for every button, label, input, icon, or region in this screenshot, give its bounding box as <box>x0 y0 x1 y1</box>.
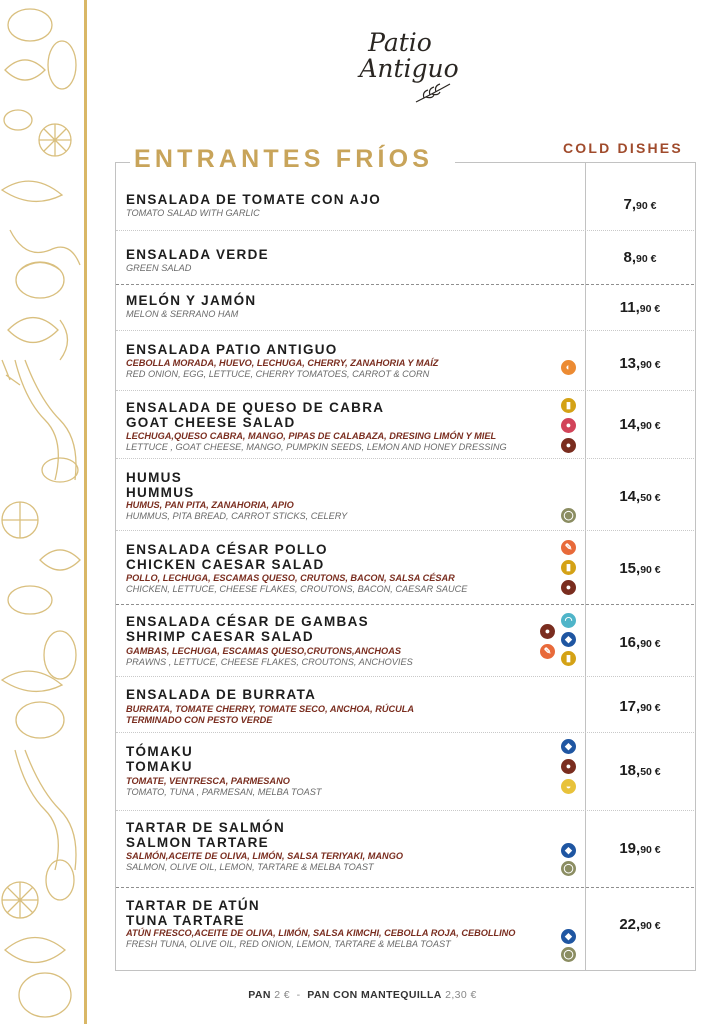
row-separator <box>116 458 694 459</box>
item-name: TARTAR DE SALMÓN <box>126 820 286 835</box>
nuts-allergen-icon: ● <box>561 438 576 453</box>
milk-allergen-icon: ▮ <box>561 560 576 575</box>
row-separator <box>116 732 694 733</box>
item-desc-es: HUMUS, PAN PITA, ZANAHORIA, APIO <box>126 500 294 510</box>
item-name-en: HUMMUS <box>126 485 195 500</box>
frame-top-right <box>455 162 695 163</box>
item-desc-en: MELON & SERRANO HAM <box>126 309 239 319</box>
item-desc-en: CHICKEN, LETTUCE, CHEESE FLAKES, CROUTONS, BACON, CAESAR SAUCE <box>126 584 468 594</box>
item-price: 17,90 € <box>619 698 661 715</box>
menu-item <box>116 686 694 736</box>
item-desc-es: BURRATA, TOMATE CHERRY, TOMATE SECO, ANCHOA, RÚCULA <box>126 704 415 714</box>
item-desc-es-2: TERMINADO CON PESTO VERDE <box>126 715 273 725</box>
mustard-allergen-icon: ● <box>561 759 576 774</box>
item-name: HUMUS <box>126 470 182 485</box>
item-price: 11,90 € <box>619 299 661 316</box>
menu-item <box>116 245 694 285</box>
fish-allergen-icon: ◆ <box>561 739 576 754</box>
item-desc-en: HUMMUS, PITA BREAD, CARROT STICKS, CELERY <box>126 511 348 521</box>
row-separator <box>116 676 694 677</box>
mollusc-allergen-icon: ◠ <box>561 613 576 628</box>
menu-item <box>116 291 694 331</box>
item-desc-en: GREEN SALAD <box>126 263 192 273</box>
item-name-en: TUNA TARTARE <box>126 913 245 928</box>
item-desc-en: TOMATO, TUNA , PARMESAN, MELBA TOAST <box>126 787 322 797</box>
item-desc-es: GAMBAS, LECHUGA, ESCAMAS QUESO,CRUTONS,ANCHOAS <box>126 646 401 656</box>
menu-item <box>116 468 694 528</box>
item-name: TÓMAKU <box>126 744 194 759</box>
item-desc-en: RED ONION, EGG, LETTUCE, CHERRY TOMATOES, CARROT & CORN <box>126 369 430 379</box>
item-price: 22,90 € <box>619 916 661 933</box>
decorative-food-illustration <box>0 0 84 1024</box>
row-separator <box>116 390 694 391</box>
section-title: ENTRANTES FRÍOS <box>134 145 434 173</box>
menu-item <box>116 612 694 672</box>
menu-item <box>116 540 694 600</box>
butter-price: 2,30 € <box>445 989 477 1001</box>
item-name: TARTAR DE ATÚN <box>126 898 260 913</box>
butter-label: PAN CON MANTEQUILLA <box>307 989 442 1001</box>
item-name: ENSALADA CÉSAR DE GAMBAS <box>126 614 369 629</box>
sesame-allergen-icon: ● <box>561 418 576 433</box>
item-price: 14,90 € <box>619 416 661 433</box>
item-name: ENSALADA CÉSAR POLLO <box>126 542 328 557</box>
item-name: ENSALADA DE QUESO DE CABRA <box>126 400 385 415</box>
item-price: 18,50 € <box>619 762 661 779</box>
mustard-allergen-icon: ● <box>561 580 576 595</box>
item-name-en: GOAT CHEESE SALAD <box>126 415 296 430</box>
fish-allergen-icon: ◆ <box>561 632 576 647</box>
item-name-en: SHRIMP CAESAR SALAD <box>126 629 314 644</box>
item-desc-en: PRAWNS , LETTUCE, CHEESE FLAKES, CROUTONS, ANCHOVIES <box>126 657 413 667</box>
fish-allergen-icon: ◆ <box>561 929 576 944</box>
item-price: 19,90 € <box>619 840 661 857</box>
row-separator <box>116 330 694 331</box>
menu-item <box>116 190 694 230</box>
item-desc-en: LETTUCE , GOAT CHEESE, MANGO, PUMPKIN SEEDS, LEMON AND HONEY DRESSING <box>126 442 507 452</box>
item-name-en: SALMON TARTARE <box>126 835 269 850</box>
item-desc-es: POLLO, LECHUGA, ESCAMAS QUESO, CRUTONS, BACON, SALSA CÉSAR <box>126 573 455 583</box>
egg-allergen-icon: ◐ <box>561 360 576 375</box>
frame-top-left <box>115 162 130 163</box>
item-name: ENSALADA PATIO ANTIGUO <box>126 342 338 357</box>
logo-line-1: Patio <box>368 28 432 57</box>
item-desc-es: ATÚN FRESCO,ACEITE DE OLIVA, LIMÓN, SALSA KIMCHI, CEBOLLA ROJA, CEBOLLINO <box>126 928 516 938</box>
menu-item <box>116 896 694 962</box>
item-desc-es: TOMATE, VENTRESCA, PARMESANO <box>126 776 290 786</box>
sesame-allergen-icon: ◯ <box>561 861 576 876</box>
menu-item <box>116 818 694 878</box>
gold-border-line <box>84 0 87 1024</box>
item-name: MELÓN Y JAMÓN <box>126 293 257 308</box>
logo-line-2: Antiguo <box>359 54 459 83</box>
olive-branch-icon <box>414 82 454 104</box>
mustard-allergen-icon: ● <box>540 624 555 639</box>
item-name: ENSALADA VERDE <box>126 247 269 262</box>
item-name-en: CHICKEN CAESAR SALAD <box>126 557 325 572</box>
section-subtitle: COLD DISHES <box>563 140 683 156</box>
footer-separator: - <box>296 989 301 1001</box>
sesame-allergen-icon: ◯ <box>561 508 576 523</box>
item-desc-es: CEBOLLA MORADA, HUEVO, LECHUGA, CHERRY, ZANAHORIA Y MAÍZ <box>126 358 439 368</box>
row-separator <box>116 604 694 605</box>
gluten-allergen-icon: ✎ <box>540 644 555 659</box>
item-price: 7,90 € <box>623 196 657 213</box>
item-desc-es: SALMÓN,ACEITE DE OLIVA, LIMÓN, SALSA TERIYAKI, MANGO <box>126 851 403 861</box>
item-desc-en: TOMATO SALAD WITH GARLIC <box>126 208 260 218</box>
milk-allergen-icon: ◒ <box>561 779 576 794</box>
item-desc-en: FRESH TUNA, OLIVE OIL, RED ONION, LEMON, TARTARE & MELBA TOAST <box>126 939 451 949</box>
fish-allergen-icon: ◆ <box>561 843 576 858</box>
item-desc-es: LECHUGA,QUESO CABRA, MANGO, PIPAS DE CALABAZA, DRESING LIMÓN Y MIEL <box>126 431 497 441</box>
bread-price: 2 € <box>274 989 291 1001</box>
milk-allergen-icon: ▮ <box>561 398 576 413</box>
bread-footer <box>0 989 725 1001</box>
gluten-allergen-icon: ✎ <box>561 540 576 555</box>
item-price: 15,90 € <box>619 560 661 577</box>
bread-label: PAN <box>248 989 271 1001</box>
item-name: ENSALADA DE BURRATA <box>126 687 317 702</box>
restaurant-logo <box>340 30 460 110</box>
row-separator <box>116 887 694 888</box>
row-separator <box>116 530 694 531</box>
item-price: 13,90 € <box>619 355 661 372</box>
menu-item <box>116 742 694 802</box>
item-price: 8,90 € <box>623 249 657 266</box>
menu-item <box>116 340 694 390</box>
item-price: 14,50 € <box>619 488 661 505</box>
item-desc-en: SALMON, OLIVE OIL, LEMON, TARTARE & MELBA TOAST <box>126 862 374 872</box>
sesame-allergen-icon: ◯ <box>561 947 576 962</box>
row-separator <box>116 810 694 811</box>
item-name-en: TOMAKU <box>126 759 193 774</box>
item-name: ENSALADA DE TOMATE CON AJO <box>126 192 382 207</box>
menu-item <box>116 398 694 458</box>
row-separator <box>116 284 694 285</box>
milk-allergen-icon: ▮ <box>561 651 576 666</box>
item-price: 16,90 € <box>619 634 661 651</box>
row-separator <box>116 230 694 231</box>
